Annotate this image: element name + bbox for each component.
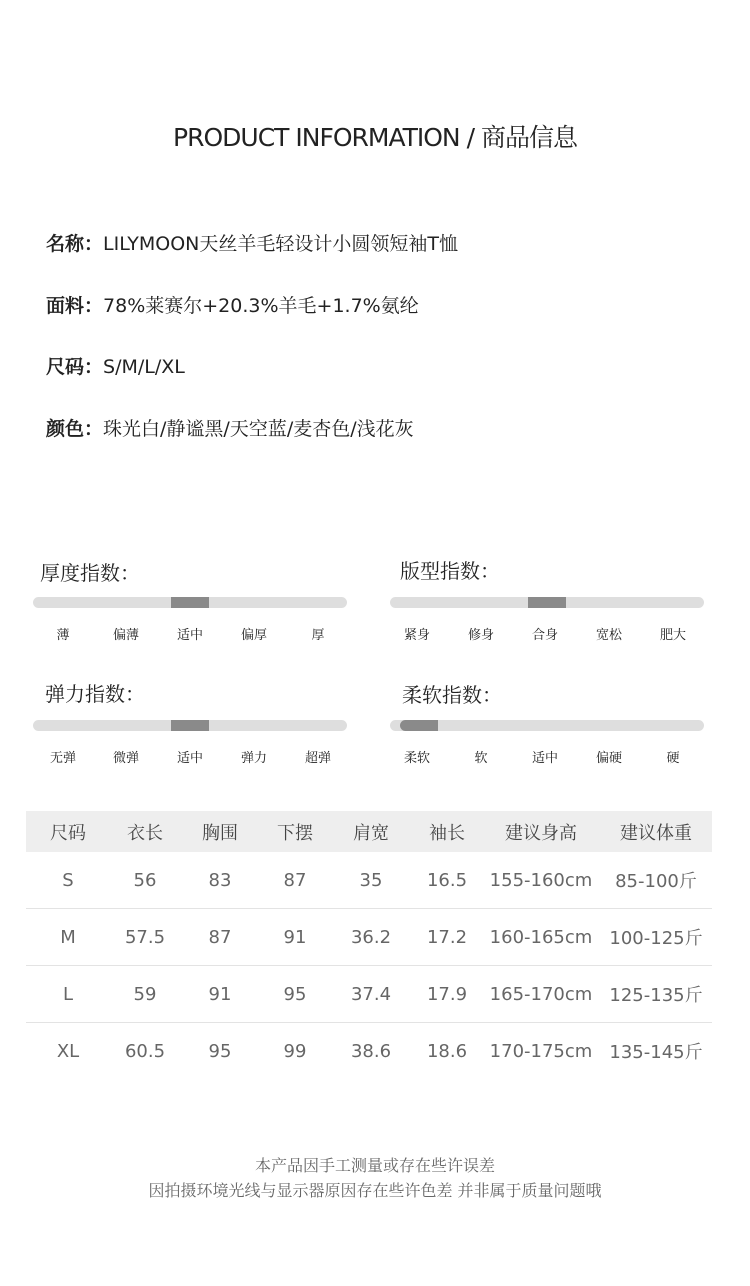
info-size-row [46, 352, 185, 379]
elasticity-tick: 弹力 [240, 751, 267, 766]
info-value: 珠光白/静谧黑/天空蓝/麦杏色/浅花灰 [103, 418, 414, 440]
table-row [26, 1023, 712, 1080]
info-color-row [46, 414, 414, 441]
table-cell: 135-145斤 [609, 1042, 703, 1063]
table-cell: 99 [283, 1040, 307, 1062]
table-cell: 87 [260, 852, 330, 909]
table-cell: 38.6 [350, 1040, 392, 1062]
info-label: 尺码： [46, 356, 104, 378]
thickness-track [33, 597, 347, 608]
fit-tick: 肥大 [659, 628, 686, 643]
elasticity-indicator [171, 720, 209, 731]
softness-indicator [400, 720, 438, 731]
measurement-note: 本产品因手工测量或存在些许误差 [254, 1156, 495, 1175]
table-cell: 87 [180, 909, 260, 966]
softness-tick: 偏硬 [595, 751, 622, 766]
softness-track [390, 720, 704, 731]
page-title: PRODUCT INFORMATION / 商品信息 [173, 123, 577, 152]
table-row [26, 909, 712, 966]
info-label: 颜色： [46, 418, 104, 440]
softness-tick: 柔软 [403, 751, 430, 766]
elasticity-index-title: 弹力指数： [45, 682, 145, 706]
info-value: S/M/L/XL [103, 356, 185, 378]
column-header: 衣长 [110, 811, 180, 852]
table-cell: 160-165cm [482, 909, 600, 966]
table-cell: L [26, 966, 110, 1023]
table-cell: 36.2 [330, 909, 412, 966]
softness-index-title: 柔软指数： [402, 683, 502, 707]
fit-tick: 宽松 [595, 628, 622, 643]
column-header: 尺码 [26, 811, 110, 852]
color-note: 因拍摄环境光线与显示器原因存在些许色差 并非属于质量问题哦 [148, 1181, 602, 1200]
fit-track [390, 597, 704, 608]
thickness-indicator [171, 597, 209, 608]
table-cell: XL [56, 1040, 80, 1062]
table-cell: 18.6 [426, 1040, 468, 1062]
column-header: 胸围 [180, 811, 260, 852]
softness-tick: 软 [474, 751, 488, 766]
table-cell: 125-135斤 [600, 966, 712, 1023]
info-label: 面料： [46, 295, 104, 317]
thickness-tick: 适中 [176, 628, 203, 643]
info-fabric-row [46, 291, 419, 318]
table-cell: S [26, 852, 110, 909]
softness-tick: 硬 [666, 751, 680, 766]
table-cell: 85-100斤 [600, 852, 712, 909]
column-header: 建议身高 [482, 811, 600, 852]
elasticity-tick: 无弹 [49, 751, 76, 766]
table-cell: 95 [208, 1040, 232, 1062]
column-header: 袖长 [412, 811, 482, 852]
elasticity-track [33, 720, 347, 731]
table-cell: 155-160cm [482, 852, 600, 909]
thickness-index-title: 厚度指数： [40, 561, 140, 585]
table-cell: 91 [180, 966, 260, 1023]
fit-tick: 紧身 [403, 628, 430, 643]
info-name-row [46, 229, 458, 256]
table-cell: 17.9 [412, 966, 482, 1023]
column-header: 肩宽 [330, 811, 412, 852]
table-cell: 16.5 [412, 852, 482, 909]
fit-tick: 修身 [467, 628, 494, 643]
size-table [26, 811, 712, 1079]
elasticity-tick: 适中 [176, 751, 203, 766]
table-cell: 170-175cm [489, 1040, 593, 1062]
thickness-tick: 厚 [311, 628, 325, 643]
table-cell: M [26, 909, 110, 966]
info-label: 名称： [46, 233, 104, 255]
size-table-header-row [26, 811, 712, 852]
table-cell: 95 [260, 966, 330, 1023]
thickness-tick: 薄 [56, 628, 70, 643]
info-value: LILYMOON天丝羊毛轻设计小圆领短袖T恤 [103, 233, 458, 255]
softness-tick: 适中 [531, 751, 558, 766]
table-cell: 165-170cm [482, 966, 600, 1023]
table-cell: 59 [110, 966, 180, 1023]
info-value: 78%莱赛尔+20.3%羊毛+1.7%氨纶 [103, 295, 419, 317]
fit-tick: 合身 [531, 628, 558, 643]
table-row [26, 966, 712, 1023]
column-header: 建议体重 [600, 811, 712, 852]
fit-index-title: 版型指数： [400, 559, 500, 583]
table-cell: 17.2 [412, 909, 482, 966]
table-row [26, 852, 712, 909]
table-cell: 56 [110, 852, 180, 909]
thickness-tick: 偏薄 [112, 628, 139, 643]
table-cell: 57.5 [110, 909, 180, 966]
thickness-tick: 偏厚 [240, 628, 267, 643]
elasticity-tick: 超弹 [304, 751, 331, 766]
column-header: 下摆 [260, 811, 330, 852]
table-cell: 91 [260, 909, 330, 966]
elasticity-tick: 微弹 [112, 751, 139, 766]
table-cell: 83 [180, 852, 260, 909]
table-cell: 60.5 [124, 1040, 166, 1062]
table-cell: 37.4 [330, 966, 412, 1023]
table-cell: 35 [330, 852, 412, 909]
fit-indicator [528, 597, 566, 608]
table-cell: 100-125斤 [600, 909, 712, 966]
